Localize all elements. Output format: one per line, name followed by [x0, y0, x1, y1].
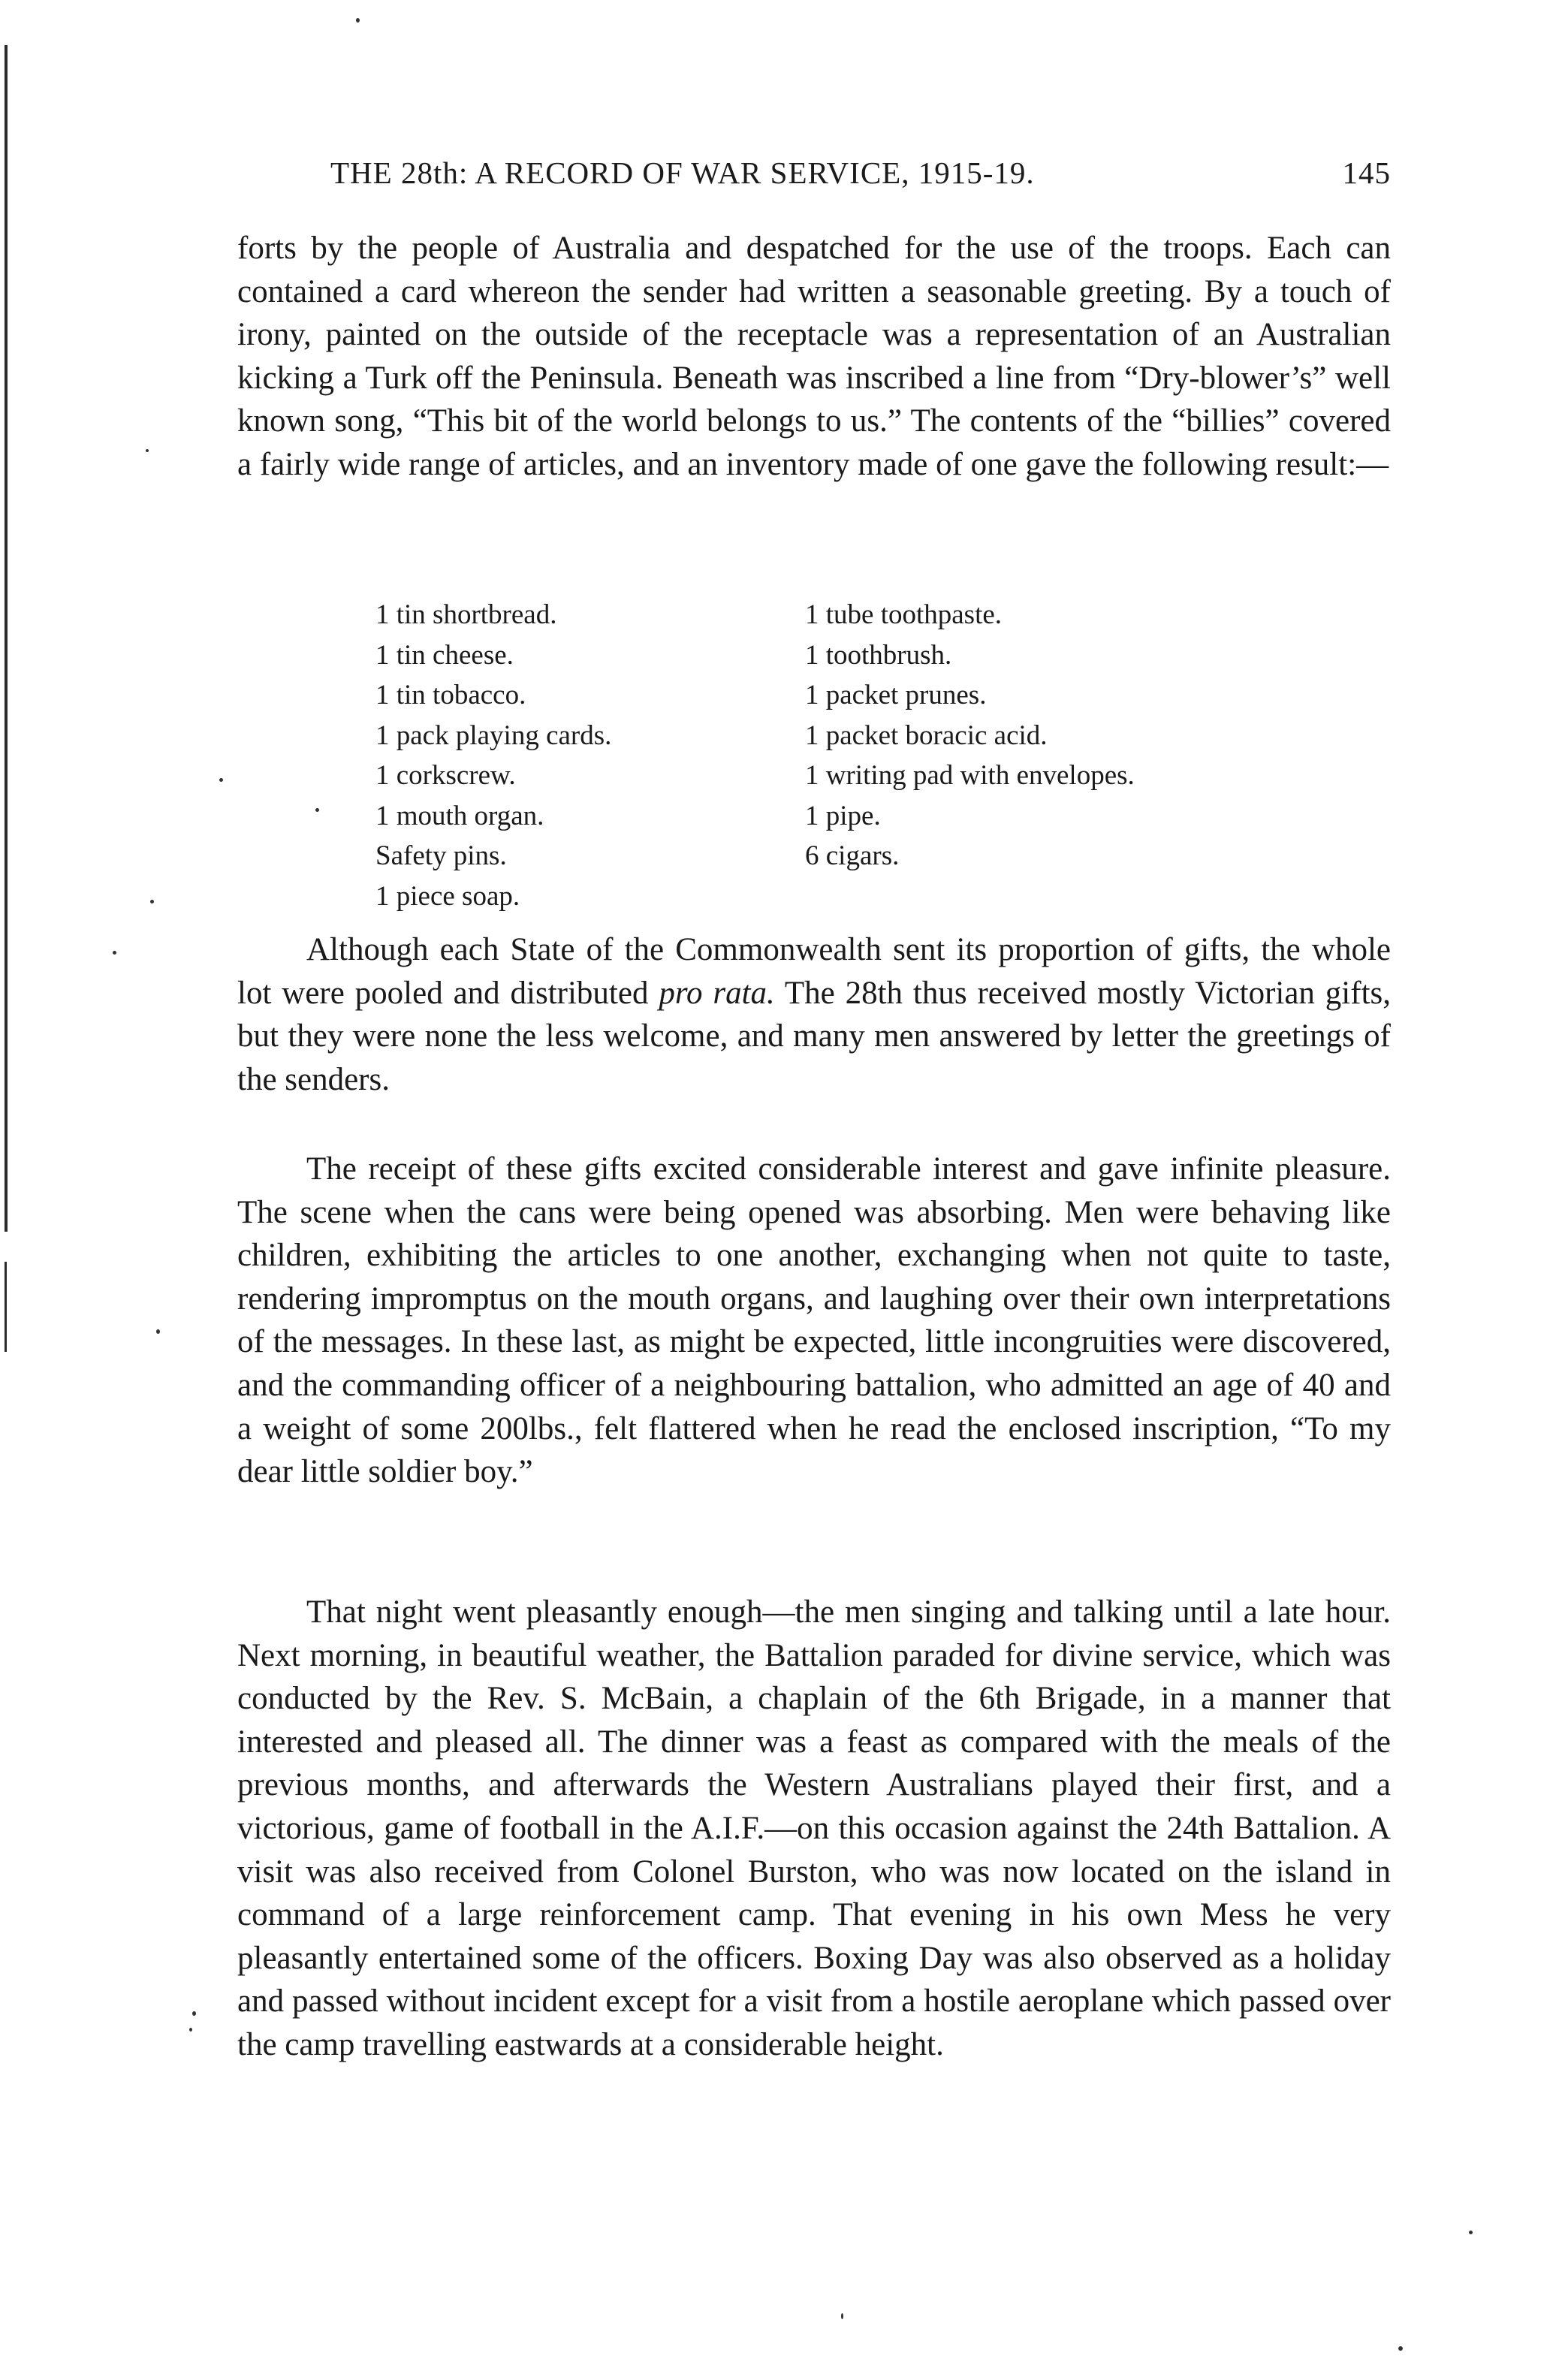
inventory-left-column	[375, 595, 805, 916]
paragraph-3: The receipt of these gifts excited considerable interest and gave infinite pleasure. The scene when the cans were being opened was absorbing. Men were behaving like children, exhibiting the articles to one another, exchanging when not quite to taste, rendering impromptus on the mouth organs, and laughing over their own interpretations of the messages. In these last, as might be expected, little incongruities were discovered, and the commanding officer of a neighbouring battalion, who admitted an age of 40 and a weight of some 200lbs., felt flattered when he read the enclosed inscription, “To my dear little soldier boy.”	[237, 1151, 1391, 1490]
paragraph-2-text-a: Although each State of the Commonwealth sent its proportion of gifts, the whole lot were pooled and distributed	[237, 932, 1391, 1011]
scan-speck	[192, 2011, 196, 2016]
paragraph-2-italic: pro rata.	[659, 975, 775, 1011]
inventory-right-column	[805, 595, 1331, 916]
scan-speck	[146, 449, 149, 452]
inventory-item: 1 packet prunes.	[805, 680, 987, 710]
opening-paragraph	[237, 227, 1391, 486]
inventory-item: 1 mouth organ.	[375, 800, 544, 831]
running-header	[330, 155, 1391, 200]
scan-speck	[315, 808, 319, 812]
inventory-item: 1 tube toothpaste.	[805, 599, 1003, 630]
page-number: 145	[1342, 155, 1391, 190]
inventory-item: 1 tin tobacco.	[375, 680, 526, 710]
inventory-item: 1 packet boracic acid.	[805, 719, 1048, 751]
page-binding-edge-lower	[5, 1262, 7, 1352]
inventory-item: 1 writing pad with envelopes.	[805, 760, 1135, 791]
paragraph-2-block	[237, 928, 1391, 1101]
scan-speck	[150, 900, 154, 903]
page-binding-edge	[5, 45, 8, 1232]
paragraph-4-block	[237, 1591, 1391, 2067]
inventory-item: 1 toothbrush.	[805, 639, 952, 671]
header-title: THE 28th: A RECORD OF WAR SERVICE, 1915-19.	[330, 155, 1035, 190]
scan-speck	[1398, 2346, 1403, 2351]
inventory-item: 1 corkscrew.	[375, 760, 516, 791]
paragraph-3-block	[237, 1148, 1391, 1494]
scan-speck	[1469, 2231, 1473, 2234]
inventory-item: Safety pins.	[375, 840, 507, 871]
scan-speck	[356, 18, 360, 23]
scan-speck	[841, 2313, 843, 2319]
paragraph-1: forts by the people of Australia and despatched for the use of the troops. Each can contained a card whereon the sender had written a seasonable greeting. By a touch of irony, painted on the outside of the receptacle was a representation of an Australian kicking a Turk off the Peninsula. Beneath was inscribed a line from “Dry-blower’s” well known song, “This bit of the world belongs to us.” The contents of the “billies” covered a fairly wide range of articles, and an inventory made of one gave the following result:—	[237, 231, 1391, 482]
inventory-item: 1 tin shortbread.	[375, 599, 557, 630]
paragraph-2-text-b: The 28th thus received mostly Victorian gifts, but they were none the less welcome, and many men answered by letter the greetings of the senders.	[237, 975, 1392, 1097]
scan-speck	[189, 2028, 192, 2032]
scan-speck	[156, 1329, 160, 1334]
inventory-item: 6 cigars.	[805, 840, 900, 871]
scan-speck	[219, 778, 223, 782]
inventory-item: 1 piece soap.	[375, 880, 520, 912]
scan-speck	[113, 951, 116, 955]
paragraph-4: That night went pleasantly enough—the men singing and talking until a late hour. Next morning, in beautiful weather, the Battalion paraded for divine service, which was conducted by the Rev. S. McBain, a chaplain of the 6th Brigade, in a manner that interested and pleased all. The dinner was a feast as compared with the meals of the previous months, and afterwards the Western Australians played their first, and a victorious, game of football in the A.I.F.—on this occasion against the 24th Battalion. A visit was also received from Colonel Burston, who was now located on the island in command of a large reinforcement camp. That evening in his own Mess he very pleasantly entertained some of the officers. Boxing Day was also observed as a holiday and passed without incident except for a visit from a hostile aeroplane which passed over the camp travelling eastwards at a considerable height.	[237, 1594, 1391, 2062]
paragraph-2	[237, 928, 1391, 1101]
inventory-item: 1 pack playing cards.	[375, 719, 612, 751]
inventory-item: 1 tin cheese.	[375, 639, 514, 671]
inventory-list	[375, 595, 1352, 916]
inventory-item: 1 pipe.	[805, 800, 881, 831]
